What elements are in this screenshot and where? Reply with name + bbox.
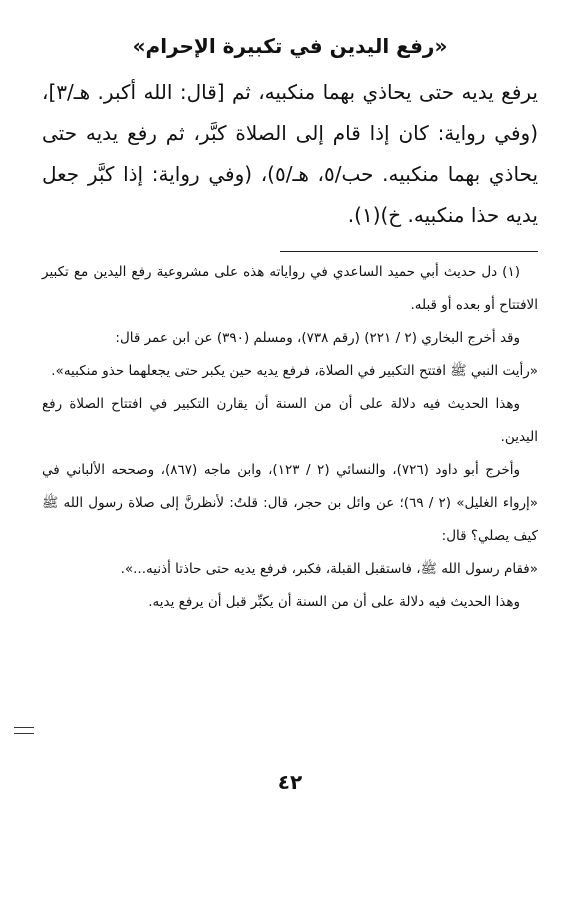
footnote-paragraph: وأخرج أبو داود (٧٢٦)، والنسائي (٢ / ١٢٣)، وابن ماجه (٨٦٧)، وصححه الألباني في «إرواء الغليل» (٢ / ٦٩)؛ عن وائل بن حجر، قال: قلتُ: لأنظرنَّ إلى صلاة رسول الله ﷺ كيف يصلي؟ قال: xyxy=(42,462,538,544)
main-text xyxy=(42,72,538,236)
footnote-paragraph: وهذا الحديث فيه دلالة على أن من السنة أن يكبِّر قبل أن يرفع يديه. xyxy=(148,594,520,610)
footnote-quote: «فقام رسول الله ﷺ، فاستقبل القبلة، فكبر، فرفع يديه حتى حاذتا أذنيه...». xyxy=(120,561,538,577)
page-title: «رفع اليدين في تكبيرة الإحرام» xyxy=(132,34,448,58)
page-number: ٤٢ xyxy=(277,770,303,794)
footnote-divider xyxy=(280,251,538,252)
footnote-paragraph: وقد أخرج البخاري (٢ / ٢٢١) (رقم ٧٣٨)، ومسلم (٣٩٠) عن ابن عمر قال: xyxy=(115,330,520,346)
footnote-paragraph: (١) دل حديث أبي حميد الساعدي في رواياته هذه على مشروعية رفع اليدين مع تكبير الافتتاح أو بعده أو قبله. xyxy=(42,264,538,313)
margin-mark xyxy=(14,727,34,734)
footnote-quote: «رأيت النبي ﷺ افتتح التكبير في الصلاة، فرفع يديه حين يكبر حتى يجعلهما حذو منكبيه». xyxy=(51,363,538,379)
main-paragraph: يرفع يديه حتى يحاذي بهما منكبيه، ثم [قال: الله أكبر. هـ/٣]، (وفي رواية: كان إذا قام إلى الصلاة كبَّر، ثم رفع يديه حتى يحاذي بهما منكبيه. حب/٥، هـ/٥)، (وفي رواية: إذا كبَّر جعل يديه حذا منكبيه. خ)(١). xyxy=(42,80,539,227)
footnote-paragraph: وهذا الحديث فيه دلالة على أن من السنة أن يقارن التكبير في افتتاح الصلاة رفع اليدين. xyxy=(42,396,538,445)
footnotes-section xyxy=(42,256,538,619)
